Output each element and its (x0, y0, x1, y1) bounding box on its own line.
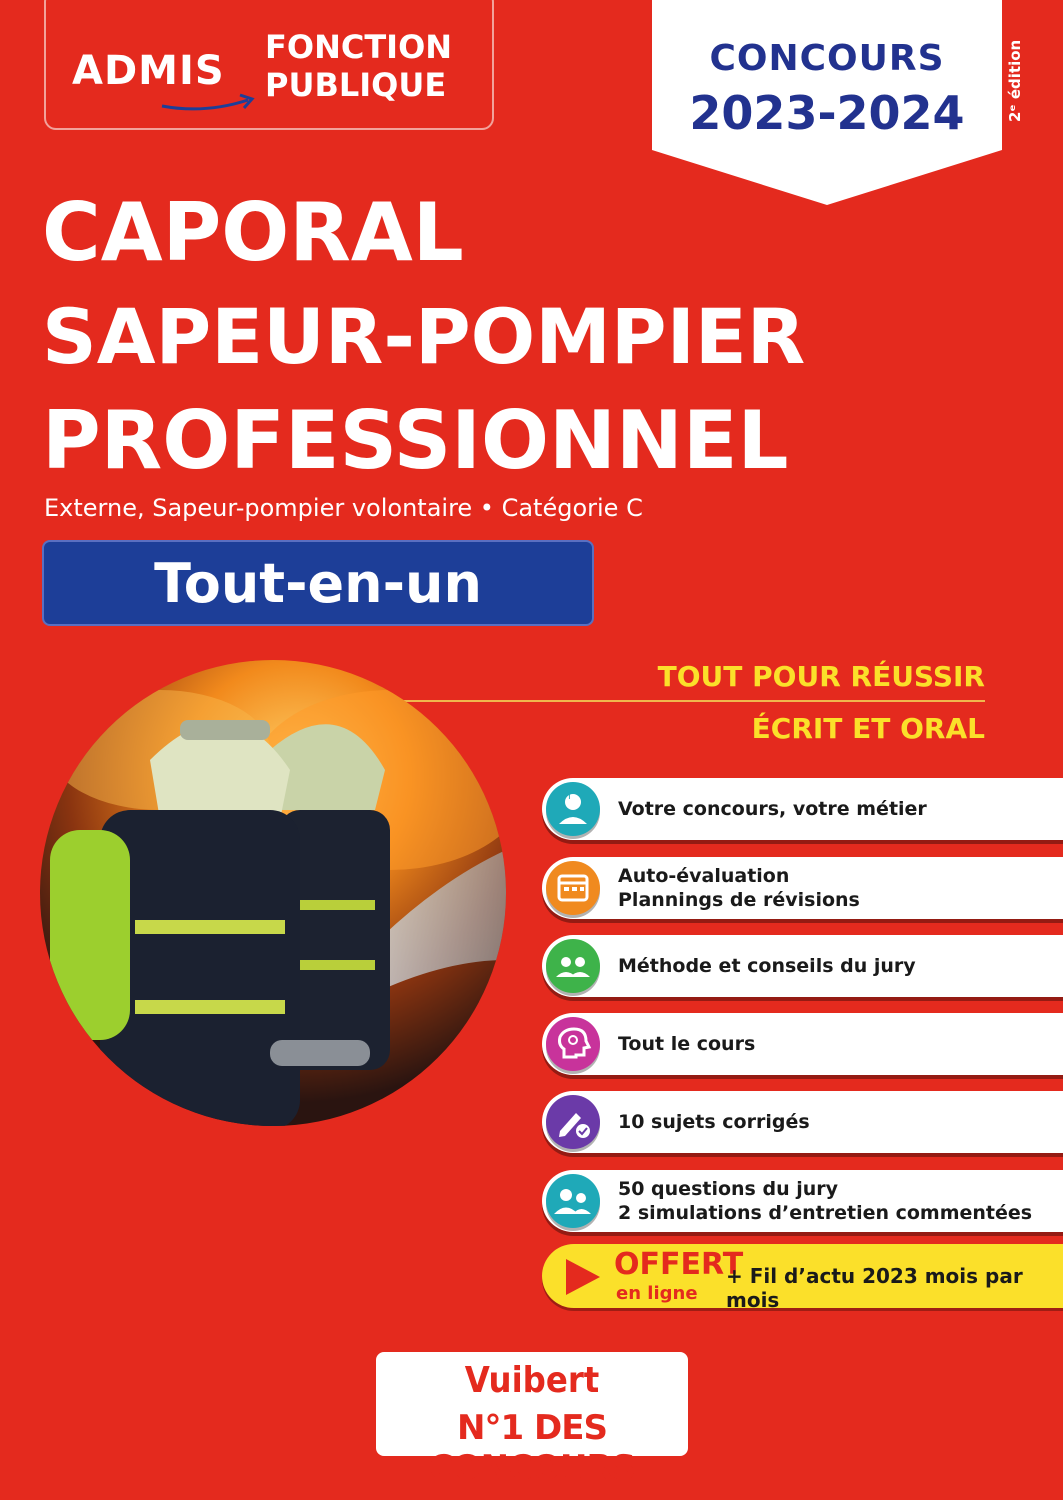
play-icon (560, 1255, 604, 1299)
promo-line-2: ÉCRIT ET ORAL (751, 712, 985, 745)
series-line-2: PUBLIQUE (265, 66, 447, 104)
offert-text: + Fil d’actu 2023 mois par mois (726, 1264, 1023, 1312)
feature-line-1: Auto-évaluation (618, 865, 790, 887)
series-line-1: FONCTION (265, 28, 453, 66)
swoosh-arrow-icon (160, 92, 260, 114)
interview-icon (546, 1174, 600, 1228)
svg-text:i: i (568, 791, 571, 802)
concours-years: 2023-2024 (689, 86, 965, 140)
group-icon (546, 939, 600, 993)
info-person-icon (546, 782, 600, 836)
feature-line-2: 2 simulations d’entretien commentées (618, 1202, 1033, 1224)
offert-label: OFFERT (614, 1247, 744, 1282)
title-line-3: PROFESSIONNEL (42, 394, 789, 487)
feature-line-1: Méthode et conseils du jury (618, 955, 916, 977)
feature-line-2: Plannings de révisions (618, 889, 860, 911)
publisher-tagline: N°1 DES CONCOURS (428, 1408, 636, 1488)
feature-row-questions-jury (542, 1170, 1063, 1232)
tout-en-un-label: Tout-en-un (154, 552, 482, 615)
brain-icon (546, 1017, 600, 1071)
feature-row-auto-evaluation (542, 857, 1063, 919)
concours-label: CONCOURS (709, 38, 945, 79)
publisher-name: Vuibert (464, 1360, 600, 1401)
feature-line-1: Tout le cours (618, 1033, 756, 1055)
pen-check-icon (546, 1095, 600, 1149)
calendar-icon (546, 861, 600, 915)
subtitle: Externe, Sapeur-pompier volontaire • Catégorie C (44, 494, 643, 522)
title-line-1: CAPORAL (42, 186, 464, 279)
feature-row-sujets-corriges (542, 1091, 1063, 1153)
promo-line-1: TOUT POUR RÉUSSIR (657, 660, 985, 693)
promo-divider (400, 700, 985, 702)
edition-label: 2ᵉ édition (1006, 40, 1024, 123)
feature-row-concours-metier (542, 778, 1063, 840)
offert-sub-label: en ligne (616, 1283, 698, 1304)
feature-row-tout-le-cours (542, 1013, 1063, 1075)
series-name-fonction-publique (265, 28, 452, 104)
feature-line-1: Votre concours, votre métier (618, 798, 927, 820)
firefighters-photo (40, 660, 506, 1126)
feature-row-methode-jury (542, 935, 1063, 997)
series-name-admis: ADMIS (72, 48, 225, 94)
feature-line-1: 50 questions du jury (618, 1178, 839, 1200)
feature-line-1: 10 sujets corrigés (618, 1111, 810, 1133)
title-line-2: SAPEUR-POMPIER (42, 292, 806, 381)
